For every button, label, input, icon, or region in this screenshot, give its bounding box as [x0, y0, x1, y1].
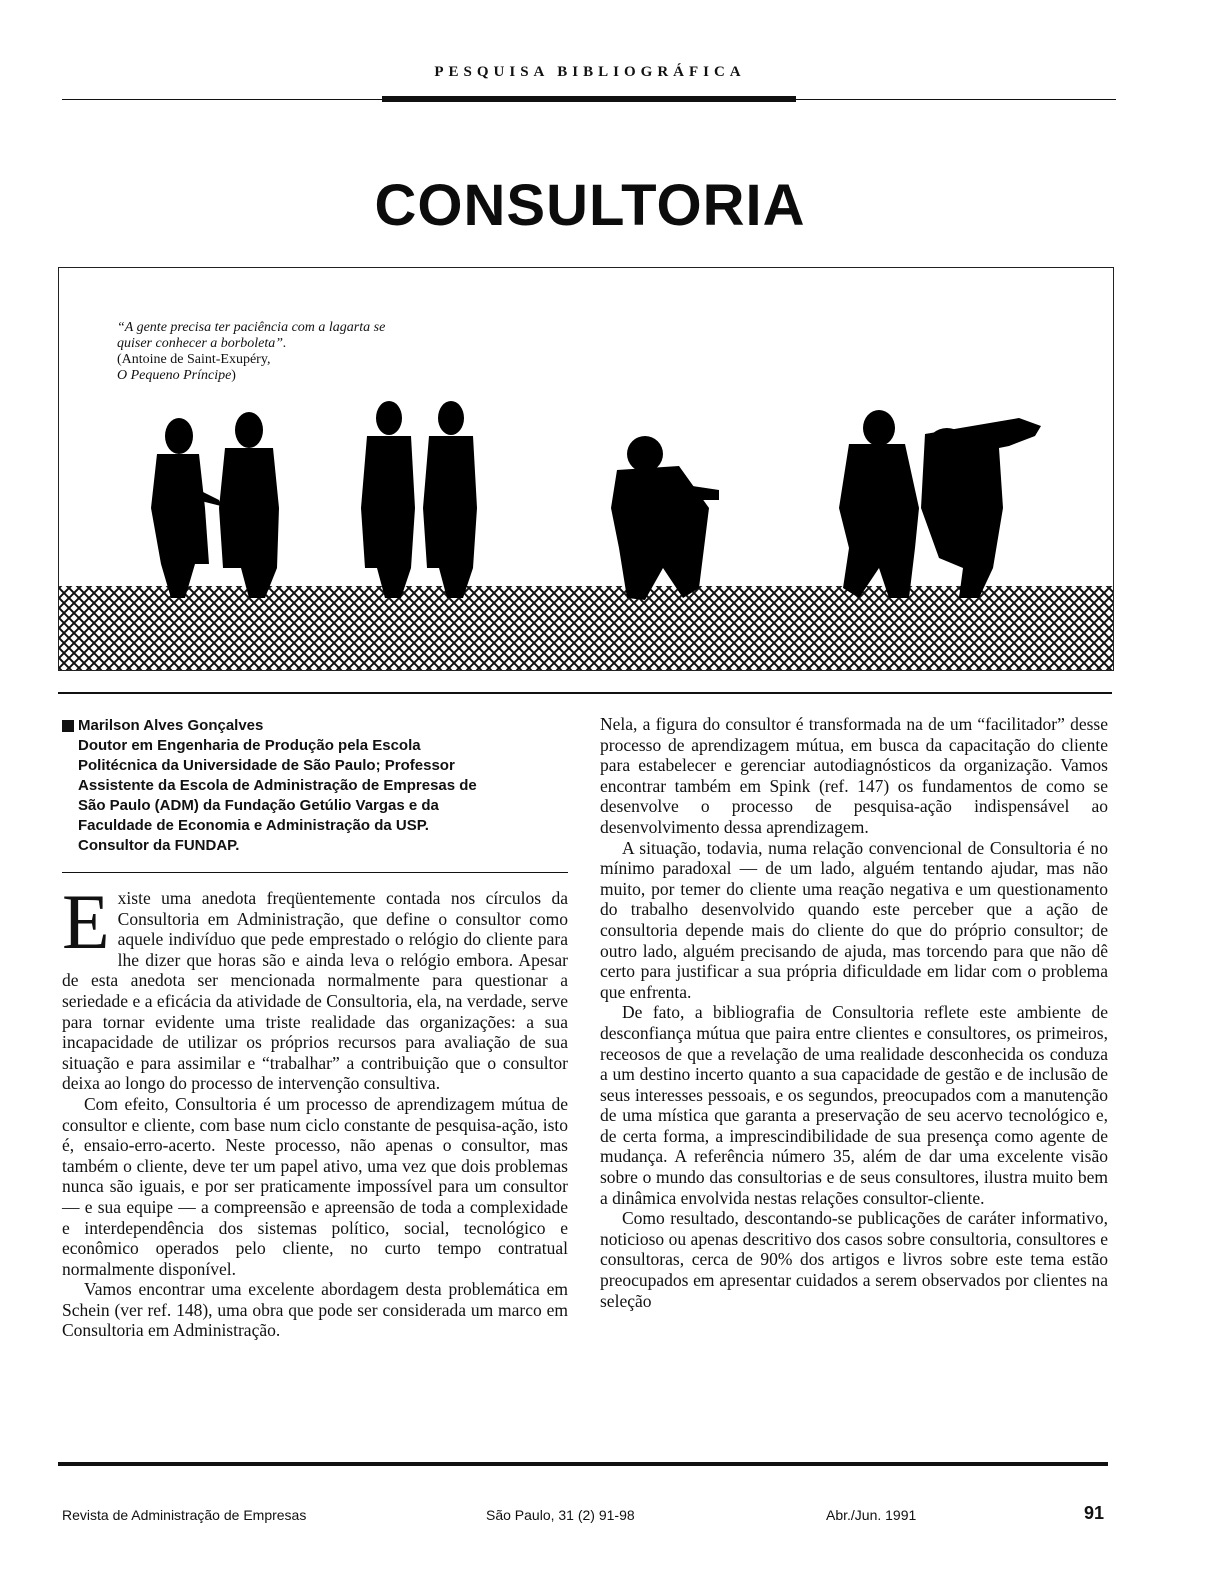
page-number: 91	[1084, 1503, 1105, 1523]
drop-cap: E	[62, 878, 110, 965]
floor-pattern	[59, 586, 1113, 670]
paragraph-text: xiste uma anedota freqüentemente contada nos círculos da Consultoria em Administração, que define o consultor como aquele indivíduo que pede emprestado o relógio do cliente para lhe dizer que horas são e ainda leva o relógio embora. Apesar de esta anedota ser mencionada normalmente para questionar a seriedade e a eficácia da atividade de Consultoria, ela, na verdade, serve para tornar evidente uma triste realidade das organizações: a sua incapacidade de utilizar os próprios recursos para avaliação de sua situação e para assimilar e “trabalhar” a contribuição que o consultor deixa ao longo do processo de intervenção consultiva.	[62, 888, 568, 1094]
author-affiliation-line: Politécnica da Universidade de São Paulo; Professor	[78, 757, 455, 774]
header-rule-accent	[382, 96, 796, 102]
epigraph-quote: “A gente precisa ter paciência com a lagarta se quiser conhecer a borboleta”.	[117, 320, 386, 351]
footer-journal: Revista de Administração de Empresas	[62, 1507, 307, 1523]
epigraph-close: )	[231, 368, 236, 383]
author-affiliation-line: Faculdade de Economia e Administração da USP.	[78, 817, 429, 834]
body-paragraph: De fato, a bibliografia de Consultoria reflete este ambiente de desconfiança mútua que paira entre clientes e consultores, os primeiros, receosos de que a revelação de uma realidade desconhecida os conduza a um destino incerto quanto a sua capacidade de gestão e de inclusão de seus interesses pessoais, e os segundos, preocupados com a manutenção de uma mística que garanta a preservação de seu acervo tecnológico e, de certa forma, a imprescindibilidade de sua presença como agente de mudança. A referência número 35, além de dar uma excelente visão sobre o mundo das consultorias e de seus consultores, ilustra muito bem a dinâmica envolvida nestas relações consultor-cliente.	[600, 1002, 1108, 1208]
silhouette-person-3	[361, 401, 415, 598]
body-paragraph: Com efeito, Consultoria é um processo de aprendizagem mútua de consultor e cliente, com base num ciclo constante de pesquisa-ação, isto é, ensaio-erro-acerto. Neste processo, não apenas o consultor, mas também o cliente, deve ter um papel ativo, uma vez que dois problemas nunca são iguais, e por ser praticamente impossível para um consultor — e sua equipe — a compreensão e apreensão de toda a complexidade e interdependência dos sistemas político, social, tecnológico e econômico operados pelo cliente, no curto tempo contratual normalmente disponível.	[62, 1093, 568, 1279]
silhouette-person-5	[611, 436, 719, 600]
figure-divider	[58, 692, 1112, 694]
square-bullet-icon	[62, 720, 74, 732]
author-affiliation-line: Assistente da Escola de Administração de Empresas de	[78, 777, 477, 794]
footer-date: Abr./Jun. 1991	[826, 1507, 917, 1523]
silhouette-person-6	[839, 410, 919, 598]
body-paragraph: Como resultado, descontando-se publicações de caráter informativo, noticioso ou apenas descritivo dos casos sobre consultoria, consultores e consultoras, cerca de 90% dos artigos e livros sobre este tema estão preocupados em apresentar cuidados a serem observados por clientes na seleção	[600, 1208, 1108, 1311]
author-affiliation-line: Doutor em Engenharia de Produção pela Escola	[78, 737, 421, 754]
author-divider	[62, 872, 568, 873]
section-title: PESQUISA BIBLIOGRÁFICA	[434, 64, 746, 80]
illustration-frame	[58, 267, 1114, 671]
author-affiliation-line: São Paulo (ADM) da Fundação Getúlio Vargas e da	[78, 797, 439, 814]
epigraph-book: O Pequeno Príncipe	[117, 368, 232, 383]
author-affiliation-line: Consultor da FUNDAP.	[78, 837, 240, 854]
epigraph-author: (Antoine de Saint-Exupéry,	[117, 352, 271, 367]
body-paragraph	[62, 878, 568, 1094]
body-left-column	[62, 878, 568, 1448]
body-paragraph: A situação, todavia, numa relação convencional de Consultoria é no mínimo paradoxal — de um lado, alguém tentando ajudar, mas não muito, por temer do cliente uma reação negativa e um questionamento do trabalho desenvolvido quando este perceber que a ação de consultoria depende mais do cliente do que do próprio consultor; de outro lado, alguém precisando de ajuda, mas torcendo para que não dê certo para justificar a sua própria dificuldade em lidar com o problema que enfrenta.	[600, 837, 1108, 1002]
article-title: CONSULTORIA	[374, 173, 806, 238]
footer-rule	[58, 1462, 1108, 1466]
body-paragraph: Vamos encontrar uma excelente abordagem desta problemática em Schein (ver ref. 148), uma obra que pode ser considerada um marco em Consultoria em Administração.	[62, 1279, 568, 1341]
silhouette-person-1	[151, 418, 221, 598]
silhouette-person-2	[219, 412, 279, 598]
silhouette-person-7	[921, 418, 1041, 598]
body-right-column	[600, 714, 1108, 1454]
author-block	[62, 716, 572, 856]
footer-location: São Paulo, 31 (2) 91-98	[486, 1507, 635, 1523]
body-paragraph: Nela, a figura do consultor é transformada na de um “facilitador” desse processo de aprendizagem mútua, em busca da capacitação do cliente para estabelecer e gerenciar autodiagnósticos da organização. Vamos encontrar também em Spink (ref. 147) os fundamentos de como se desenvolve o processo de pesquisa-ação indispensável ao desenvolvimento dessa aprendizagem.	[600, 714, 1108, 837]
epigraph	[117, 320, 417, 384]
silhouette-person-4	[423, 401, 477, 598]
author-name: Marilson Alves Gonçalves	[78, 717, 264, 734]
